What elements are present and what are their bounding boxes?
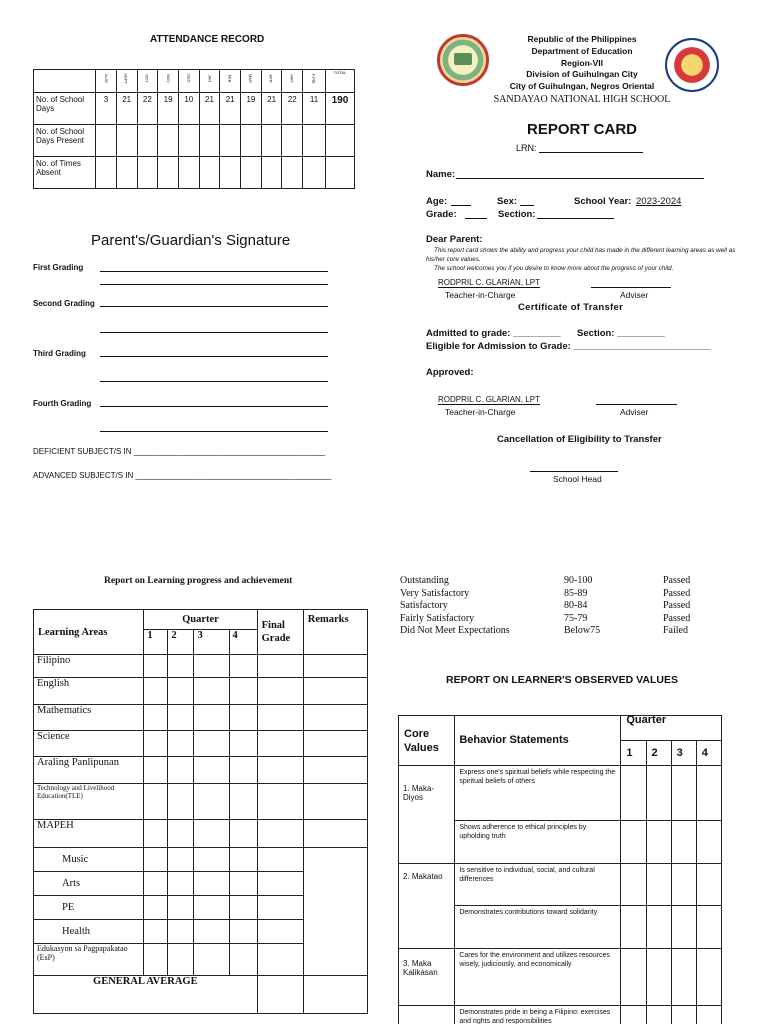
grading-label: Fourth Grading (33, 399, 92, 408)
teacher-role-2: Teacher-in-Charge (445, 407, 516, 417)
signature-line[interactable] (100, 406, 328, 407)
month-header: APR (261, 70, 282, 93)
lrn-field[interactable] (539, 152, 643, 153)
table-row: Demonstrates pride in being a Filipino: exercises and rights and responsibilities (399, 1006, 722, 1024)
signature-line[interactable] (100, 332, 328, 333)
age-field[interactable] (451, 205, 471, 206)
month-header: JAN (199, 70, 220, 93)
signature-line[interactable] (100, 306, 328, 307)
table-row: 1. Maka-Diyos Express one's spiritual beliefs while respecting the spiritual beliefs of others (399, 766, 722, 821)
city-text: City of Guihulngan, Negros Oriental (509, 81, 655, 92)
attendance-table (33, 69, 355, 189)
table-row: Music (34, 848, 368, 872)
grading-scale (400, 575, 690, 638)
teacher-name: RODPRIL C. GLARIAN, LPT (438, 278, 540, 287)
grade-field[interactable] (465, 218, 487, 219)
month-header: AUG (96, 70, 117, 93)
values-title: REPORT ON LEARNER'S OBSERVED VALUES (446, 674, 678, 686)
table-row: MAPEH (34, 820, 368, 848)
grading-label: Second Grading (33, 299, 95, 308)
attendance-row: No. of Times Absent (34, 157, 355, 189)
table-row (34, 976, 368, 1014)
dear-parent: Dear Parent: (426, 234, 483, 245)
advanced-subjects: ADVANCED SUBJECT/S IN ____________________________________________ (33, 471, 332, 480)
adviser-role: Adviser (620, 290, 649, 300)
admitted-field: Admitted to grade: _________ (426, 328, 561, 339)
adviser-role-2: Adviser (620, 407, 649, 417)
sex-field[interactable] (520, 205, 534, 206)
section-blank: Section: _________ (577, 328, 665, 339)
report-paragraph: This report card shows the ability and progress your child has made in the different learning areas as well as his/her core values. (426, 247, 736, 263)
scale-row: Very Satisfactory 85-89 Passed (400, 587, 691, 599)
learning-table: Learning Areas Quarter Final Grade Remarks 1 2 3 4 Filipino English Mathematics Science Araling Panlipunan Technology and Livelihood Education(TLE) MAPEH Music Arts PE Health Edukasyon sa Pagpapakatao (EsP) GENERAL AVERAGE (33, 609, 368, 1014)
month-header: TOTAL (325, 70, 354, 93)
table-row: Mathematics (34, 705, 368, 731)
section-label: Section: (498, 209, 536, 220)
table-row: Araling Panlipunan (34, 757, 368, 784)
signature-line[interactable] (100, 356, 328, 357)
grade-label: Grade: (426, 209, 457, 220)
general-average-label: GENERAL AVERAGE (34, 976, 258, 1014)
table-row: English (34, 678, 368, 705)
scale-row: Satisfactory 80-84 Passed (400, 600, 691, 612)
scale-row: Fairly Satisfactory 75-79 Passed (400, 612, 691, 624)
learning-title: Report on Learning progress and achievement (104, 576, 293, 586)
month-header: DEC (178, 70, 199, 93)
adviser-signature-line[interactable] (591, 287, 671, 288)
table-row: Arts (34, 872, 368, 896)
attendance-row: No. of School Days 3 21 22 19 10 21 21 19 21 22 11 190 (34, 93, 355, 125)
table-row: Shows adherence to ethical principles by upholding truth (399, 821, 722, 864)
table-row: PE (34, 896, 368, 920)
adviser-signature-line-2[interactable] (596, 404, 677, 405)
school-head-label: School Head (553, 474, 602, 484)
teacher-name-2: RODPRIL C. GLARIAN, LPT (438, 395, 540, 404)
report-paragraph-2: The school welcomes you if you desire to know more about the progress of your child. (434, 265, 674, 272)
teacher-role: Teacher-in-Charge (445, 290, 516, 300)
table-row: 2. Makatao Is sensitive to individual, social, and cultural differences (399, 864, 722, 906)
table-row: Science (34, 731, 368, 757)
name-field[interactable] (456, 178, 704, 179)
table-row: Technology and Livelihood Education(TLE) (34, 784, 368, 820)
scale-row: Outstanding 90-100 Passed (400, 575, 691, 586)
values-table: Core Values Behavior Statements Quarter 1 2 3 4 1. Maka-Diyos Express one's spiritual beliefs while respecting the spiritual beliefs of others Shows adherence to ethical principles by upholding truth 2. Makatao Is sensitive to individual, social, and cultural differences Demonstrates contributions toward solidarity 3. Maka Kalikasan Cares for the environment and utilizes resources wisely, judiciously, and economically Demonstrates pride in being a Filipino: exercises and rights and responsibilities (398, 715, 722, 1024)
table-row: Edukasyon sa Pagpapakatao (EsP) (34, 944, 368, 976)
certificate-title: Certificate of Transfer (518, 302, 624, 313)
month-header: JUNE (303, 70, 326, 93)
table-row: Health (34, 920, 368, 944)
republic-text: Republic of the Philippines (527, 34, 637, 44)
cancellation-title: Cancellation of Eligibility to Transfer (497, 434, 662, 445)
signature-line[interactable] (100, 284, 328, 285)
region-text: Region-VII (560, 57, 604, 68)
lrn-label: LRN: (516, 143, 537, 153)
sex-label: Sex: (497, 196, 518, 207)
school-year-value: 2023-2024 (636, 196, 682, 207)
signature-line[interactable] (100, 381, 328, 382)
signature-line[interactable] (100, 431, 328, 432)
grading-label: Third Grading (33, 349, 86, 358)
guardian-title: Parent's/Guardian's Signature (91, 232, 291, 249)
deficient-subjects: DEFICIENT SUBJECT/S IN ___________________________________________ (33, 447, 326, 456)
scale-row: Did Not Meet Expectations Below75 Failed (400, 625, 688, 637)
name-label: Name: (426, 169, 456, 180)
month-header: MAR (241, 70, 262, 93)
month-header: SEPT (116, 70, 137, 93)
section-field[interactable] (537, 218, 614, 219)
month-header: MAY (282, 70, 303, 93)
department-text: Department of Education (531, 45, 633, 56)
approved-label: Approved: (426, 367, 474, 378)
signature-line[interactable] (100, 271, 328, 272)
month-header: NOV (158, 70, 179, 93)
attendance-title: ATTENDANCE RECORD (150, 34, 265, 45)
report-card-title: REPORT CARD (527, 121, 638, 138)
school-name: SANDAYAO NATIONAL HIGH SCHOOL (493, 94, 671, 105)
school-year-label: School Year: (574, 196, 632, 207)
month-header: OCT (137, 70, 158, 93)
table-row: Filipino (34, 655, 368, 678)
eligible-field: Eligible for Admission to Grade: __________________________ (426, 341, 711, 352)
table-row: Demonstrates contributions toward solidarity (399, 906, 722, 949)
grading-label: First Grading (33, 263, 84, 272)
table-row: 3. Maka Kalikasan Cares for the environment and utilizes resources wisely, judiciously, and economically (399, 949, 722, 1006)
month-header: FEB (220, 70, 241, 93)
age-label: Age: (426, 196, 448, 207)
school-head-signature-line[interactable] (530, 471, 618, 472)
attendance-row: No. of School Days Present (34, 125, 355, 157)
division-text: Division of Guihulngan City (526, 69, 638, 80)
